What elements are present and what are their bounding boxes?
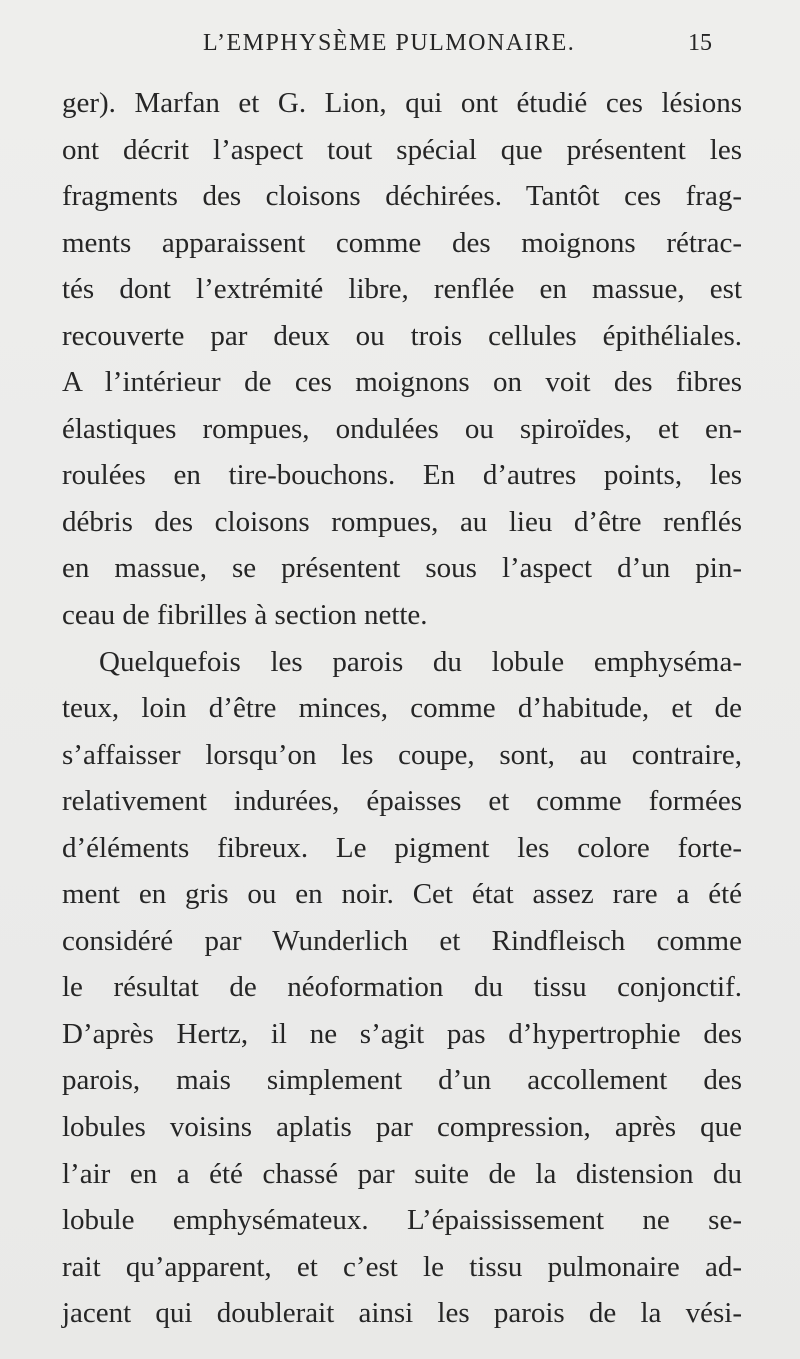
text-line: fragments des cloisons déchirées. Tantôt ces frag-	[62, 180, 742, 213]
body-text	[62, 80, 742, 1337]
text-line: ger). Marfan et G. Lion, qui ont étudié ces lésions	[62, 87, 742, 119]
text-line: ments apparaissent comme des moignons rétrac-	[62, 226, 742, 259]
text-line: roulées en tire-bouchons. En d’autres points, les	[62, 459, 742, 492]
running-head	[0, 30, 800, 62]
text-line: débris des cloisons rompues, au lieu d’être renflés	[62, 505, 742, 538]
text-line: s’affaisser lorsqu’on les coupe, sont, au contraire,	[62, 738, 742, 771]
text-line: tés dont l’extrémité libre, renflée en massue, est	[62, 273, 742, 306]
text-line: lobule emphysémateux. L’épaississement ne se-	[62, 1204, 742, 1237]
text-line: considéré par Wunderlich et Rindfleisch comme	[62, 924, 742, 957]
running-title: L’EMPHYSÈME PULMONAIRE.	[203, 30, 576, 56]
page-number: 15	[688, 30, 712, 56]
text-line: d’éléments fibreux. Le pigment les colore forte-	[62, 831, 742, 864]
text-line-paragraph-start: Quelquefois les parois du lobule emphyséma-	[99, 645, 742, 678]
text-line: D’après Hertz, il ne s’agit pas d’hypertrophie des	[62, 1017, 742, 1050]
text-line: en massue, se présentent sous l’aspect d’un pin-	[62, 552, 742, 585]
text-line: jacent qui doublerait ainsi les parois de la vési-	[62, 1297, 742, 1330]
text-line: ont décrit l’aspect tout spécial que présentent les	[62, 133, 742, 166]
text-line: ment en gris ou en noir. Cet état assez rare a été	[62, 878, 742, 911]
text-line: parois, mais simplement d’un accollement des	[62, 1064, 742, 1097]
text-line: rait qu’apparent, et c’est le tissu pulmonaire ad-	[62, 1250, 742, 1283]
text-line: l’air en a été chassé par suite de la distension du	[62, 1157, 742, 1190]
text-line: le résultat de néoformation du tissu conjonctif.	[62, 971, 742, 1004]
text-line-paragraph-end: ceau de fibrilles à section nette.	[62, 599, 428, 632]
text-line: A l’intérieur de ces moignons on voit des fibres	[62, 366, 742, 399]
text-line: lobules voisins aplatis par compression, après que	[62, 1111, 742, 1144]
text-line: élastiques rompues, ondulées ou spiroïdes, et en-	[62, 412, 742, 445]
text-line: recouverte par deux ou trois cellules épithéliales.	[62, 319, 742, 352]
text-line: relativement indurées, épaisses et comme formées	[62, 785, 742, 818]
text-line: teux, loin d’être minces, comme d’habitude, et de	[62, 692, 742, 725]
